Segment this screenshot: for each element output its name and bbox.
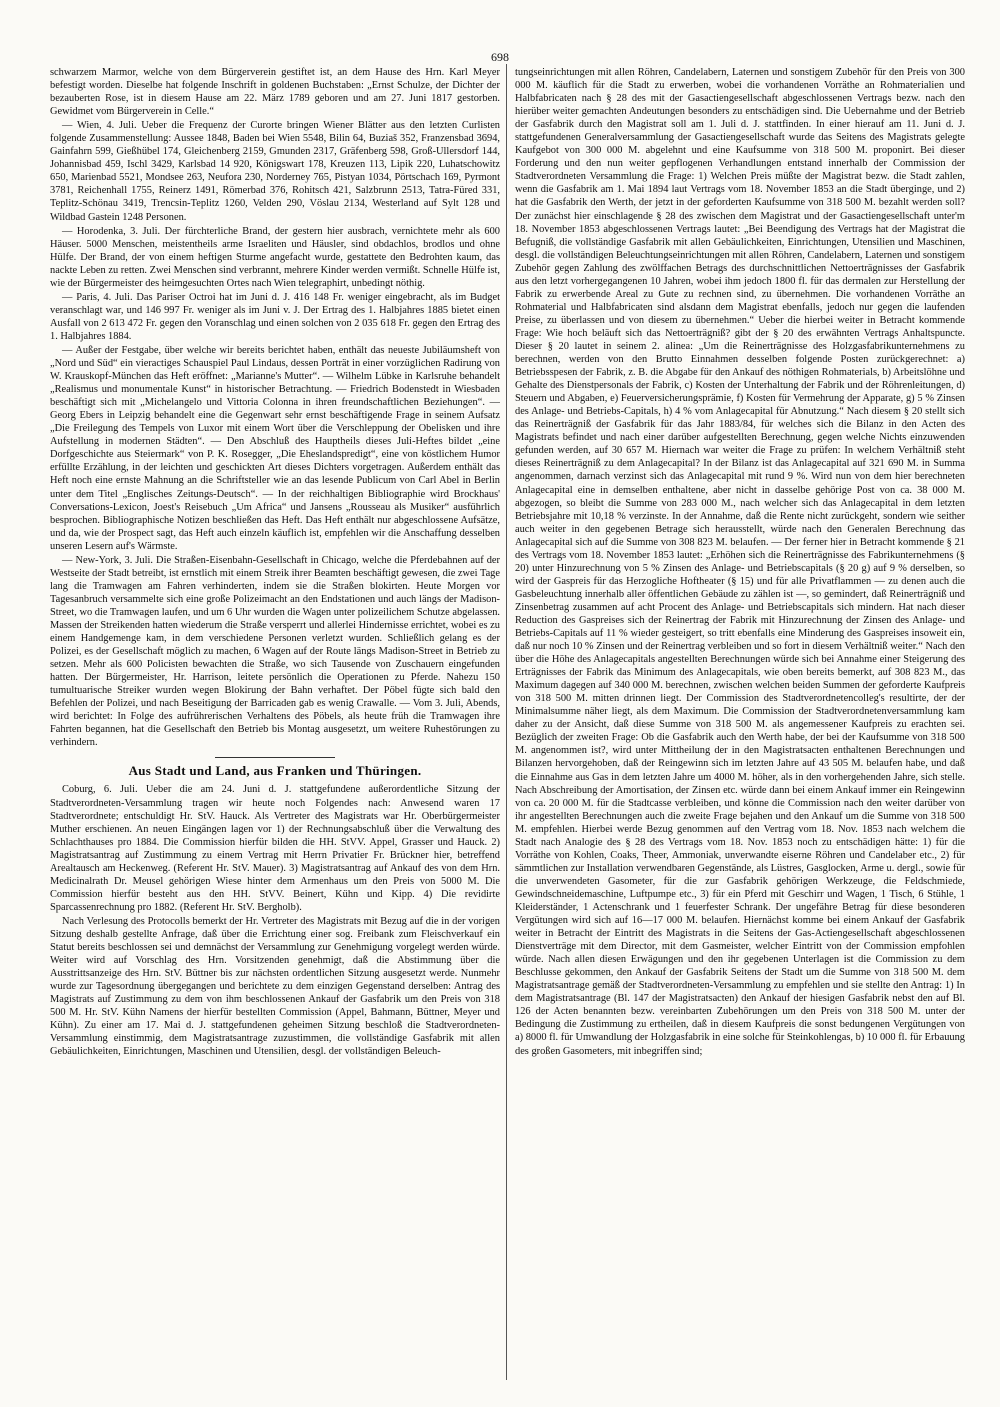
page-number: 698 — [491, 50, 509, 64]
article-paragraph: — New-York, 3. Juli. Die Straßen-Eisenbahn-Gesellschaft in Chicago, welche die Pferdebahnen auf der Westseite der Stadt betreibt, ist ernstlich mit einem Streik ihrer Beamten beschäftigt gewesen, die zwei Tage lang die Tramwagen am Fahren verhinderten, indem sie die Straßen blokirten. Heute Morgen vor Tagesanbruch versammelte sich eine große Polizeimacht an den Endstationen und auch längs der Madison-Street, wo die Tramwagen laufen, und um 6 Uhr wurden die Wagen unter polizeilichem Schutze abgelassen. Massen der Streikenden hatten wiederum die Straße versperrt und allerlei Hindernisse errichtet, wobei es zu einem Handgemenge kam, in dem verschiedene Personen verletzt wurden. Schließlich gelang es der Polizei, es der Gesellschaft möglich zu machen, 6 Wagen auf der Route längs Madison-Street in Betrieb zu setzen. Mehr als 600 Policisten bewachten die Straße, wo sich Tausende von Zuschauern eingefunden hatten. Der Bürgermeister, Hr. Harrison, leitete persönlich die Operationen zu Pferde. Nahezu 150 tumultuarische Streiker wurden wegen Blokirung der Bahn verhaftet. Der Pöbel fügte sich bald den Befehlen der Polizei, und nach Beseitigung der Barricaden gab es wenig Crawalle. — Vom 3. Juli, Abends, wird berichtet: In Folge des aufrührerischen Verhaltens des Pöbels, als heute früh die Tramwagen ihre Fahrten begannen, hat die Gesellschaft den Betrieb bis Montag ausgesetzt, um weitere Ruhestörungen zu verhindern. — [50, 554, 500, 749]
column-rule — [506, 64, 507, 1380]
article-paragraph: — Horodenka, 3. Juli. Der fürchterliche Brand, der gestern hier ausbrach, vernichtete mehr als 600 Häuser. 5000 Menschen, meistentheils arme Israeliten und Häusler, sind obdachlos, brodlos und ohne Hülfe. Der Brand, der von einem heftigen Sturme angefacht wurde, gestattete den Bedrohten kaum, das nackte Leben zu retten. Zwei Menschen sind verbrannt, mehrere Kinder werden vermißt. Schnelle Hülfe ist, wie der Bürgermeister des heimgesuchten Ortes nach Wien telegraphirt, unbedingt nöthig. — [50, 225, 500, 289]
section-divider — [215, 757, 335, 758]
article-paragraph: schwarzem Marmor, welche von dem Bürgerverein gestiftet ist, an dem Hause des Hrn. Karl Meyer befestigt worden. Dieselbe hat folgende Inschrift in goldenen Buchstaben: „Ernst Schulze, der Dichter der bezauberten Rose, ist in diesem Hause am 22. März 1789 geboren und am 27. Juni 1817 gestorben. Gewidmet vom Bürgerverein in Celle.“ — [50, 67, 500, 118]
article-paragraph: — Paris, 4. Juli. Das Pariser Octroi hat im Juni d. J. 416 148 Fr. weniger eingebracht, als im Budget veranschlagt war, und 146 997 Fr. weniger als im Juni v. J. Der Ertrag des 1. Halbjahres 1885 bietet einen Ausfall von 2 613 472 Fr. gegen den Voranschlag und einen solchen von 2 035 618 Fr. gegen den Ertrag des 1. Halbjahres 1884. — [50, 291, 500, 342]
article-paragraph: tungseinrichtungen mit allen Röhren, Candelabern, Laternen und sonstigem Zubehör für den Preis von 300 000 M. käuflich für die Stadt zu erwerben, wobei die vorhandenen Vorräthe an Rohmaterialien und Halbfabricaten nach § 28 des mit der Gasactiengesellschaft abgeschlossenen Vertrags bezw. nach den hierüber weiter gemachten Andeutungen besonders zu entschädigen sind. Die Uebernahme und der Betrieb der Gasfabrik durch den Magistrat soll am 1. Juli d. J. stattfinden. In einer hierauf am 11. Juni d. J. stattgefundenen Generalversammlung der Gasactiengesellschaft wurde das Seitens des Magistrats gelegte Kaufgebot von 300 000 M. abgelehnt und eine Kaufsumme von 318 500 M. proponirt. Bei dieser Forderung und den nun weiter gepflogenen Verhandlungen entstand innerhalb der Commission der Stadtverordneten Versammlung die Frage: 1) Welchen Preis müßte der Magistrat bezw. die Stadt zahlen, wenn die Gasfabrik am 1. Mai 1894 laut Vertrags vom 18. November 1853 an die Stadt überginge, und 2) hat die Gasfabrik den Werth, der jetzt in der geforderten Kaufsumme von 318 500 M. bezahlt werden soll? Der zunächst hier einschlagende § 28 des zwischen dem Magistrat und der Gasactiengesellschaft unter'm 18. November 1853 abgeschlossenen Vertrags lautet: „Bei Beendigung des Vertrags hat der Magistrat die Befugniß, die vollständige Gasfabrik mit allen Gebäulichkeiten, Einrichtungen, Utensilien und Maschinen, desgl. die vollständigen Beleuchtungseinrichtungen mit allen Röhren, Candelabern, Laternen und sonstigem Zubehör gegen Zahlung des zwölffachen Betrags des durchschnittlichen Nettoerträgnisses der Gasfabrik aus den letzt vorhergegangenen 10 Jahren, wobei ihm jedoch 1800 fl. für das dermalen zur Herstellung der Fabrik zu erwerbende Areal zu Gute zu rechnen sind, zu übernehmen. Die vorhandenen Vorräthe an Rohmaterial und Halbfabricaten sind alsdann dem Magistrat ebenfalls, jedoch nur gegen die laufenden Preise, zu überlassen und von diesem zu übernehmen.“ Ueber die hierbei weiter in Betracht kommende Frage: Wie hoch beläuft sich das Nettoerträgniß? gibt der § 20 des erwähnten Vertrags Anhaltspuncte. Dieser § 20 lautet in seinem 2. alinea: „Um die Reinerträgnisse des Holzgasfabrikunternehmens zu berechnen, werden von den Brutto Einnahmen desselben folgende Posten zurückgerechnet: a) Betriebsspesen der Fabrik, z. B. die Abgabe für den Ankauf des nöthigen Rohmaterials, b) Arbeitslöhne und Gehalte des Dienstpersonals der Fabrik, c) Kosten der Unterhaltung der Fabrik und der Röhrenleitungen, d) Steuern und Abgaben, e) Feuerversicherungsprämie, f) Kosten für Vermehrung der Apparate, g) 5 % Zinsen des Anlage- und Betriebs-Capitals, h) 4 % vom Anlagecapital für Abnutzung.“ Nach diesem § 20 stellt sich das Reinerträgniß der Gasfabrik für das Jahr 1883/84, für welches sich die Bilanz in den Acten des Magistrats befindet und nach einer darüber aufgestellten Berechnung, gegen welche Nichts einzuwenden gefunden werden, auf 30 657 M. Hiernach war weiter die Frage zu prüfen: In welchem Verhältniß steht dieses Reinerträgniß zu dem Anlagecapital? In der Bilanz ist das Anlagecapital auf 321 690 M. in Summa angenommen, darnach verzinst sich das Anlagecapital mit rund 9 %. Wird nun von dem hier berechneten Anlagecapital eine in demselben enthaltene, aber nicht in dasselbe gehörige Post von ca. 38 000 M. abgezogen, so bleibt die Summe von 283 000 M., nach welcher sich das Anlagecapital in dem letzten Betriebsjahre mit 10,18 % verzinste. In der Annahme, daß die Rente nicht zurückgeht, sondern wie seither auch weiter in den gegebenen Betrage sich herausstellt, würde nach den Generalen Berechnung das Anlagecapital sich auf die Summe von 308 823 M. belaufen. — Der ferner hier in Betracht kommende § 21 des Vertrags vom 18. November 1853 lautet: „Erhöhen sich die Reinerträgnisse des Fabrikunternehmens (§ 20) unter Hinzurechnung von 5 % Zinsen des Anlage- und Betriebscapitals (§ 20 g) auf 9 % derselben, so wird der Gaspreis für das Herzogliche Hoftheater (§ 15) und für alle Privatflammen — zu denen auch die Gasbeleuchtung innerhalb aller öffentlichen Gebäude zu zählen ist —, so gemindert, daß Reinerträgniß und Zinsenbetrag zusammen auf acht Procent des Anlage- und Betriebscapitals sich mindern. Hat nach dieser Reduction des Gaspreises sich der Reinertrag der Fabrik mit Hinzurechnung der Zinsen des Anlage- und Betriebs-Capitals auf 11 % wieder gesteigert, so tritt ebenfalls eine Minderung des Gaspreises insoweit ein, daß nur noch 10 % Zinsen und der Reinertrag verbleiben und so fort in diesem Verhältniß weiter.“ Nach den über die Höhe des Anlagecapitals angestellten Berechnungen würde sich bei Annahme einer Steigerung des Erträgnisses der Fabrik das Minimum des Anlagecapitals, wie oben bereits bemerkt, auf 308 823 M., das Maximum dagegen auf 340 000 M. berechnen, zwischen welchen beiden Summen der geforderte Kaufpreis von 318 500 M. mitten drinnen liegt. Der Commission des Stadtverordnetencolleg's resultirte, der der Minimalsumme näher liegt, als dem Maximum. Die Commission der Stadtverordnetenversammlung kam daher zu der Ansicht, daß diese Summe von 318 500 M. als angemessener Kaufpreis zu erachten sei. Bezüglich der zweiten Frage: Ob die Gasfabrik auch den Werth habe, der bei der Kaufsumme von 318 500 M. angenommen ist?, wird unter Mittheilung der in den Magistratsacten enthaltenen Berechnungen und Bilanzen hervorgehoben, daß der Reingewinn sich im letzten Jahre auf 43 505 M. belaufen habe, und daß die Einnahme aus Gas in dem letzten Jahre um 4000 M. höher, als in den vorhergehenden Jahre, sich stelle. Nach Abschreibung der Amortisation, der Zinsen etc. würde dann bei einem Ankauf immer ein Reingewinn von ca. 20 000 M. für die Stadtcasse verbleiben, und könne die Commission nach den weiter darüber von ihr angestellten Berechnungen auch die zweite Frage bejahen und den Ankauf um die Summe von 318 500 M. empfehlen. Hierbei werde Bezug genommen auf den Vertrag vom 18. Nov. 1853 nach welchem die Stadt nach Analogie des § 28 des Vertrags vom 18. Nov. 1853 noch zu entschädigen hätte: 1) für die Vorräthe von Kohlen, Coaks, Theer, Ammoniak, unverwandte eiserne Röhren und Candelaber etc., 2) für sämmtlichen zur Installation verwendbaren Gegenstände, als Lüstres, Gasglocken, Arme u. dergl., sowie für die unverwendeten Gasometer, für die zur Gasfabrik gehörigen Werkzeuge, die Feldschmiede, Gewindschneidemaschine, Luftpumpe etc., 3) für ein Pferd mit Geschirr und Wagen, 1 Tisch, 6 Stühle, 1 Kleiderständer, 1 Actenschrank und 1 feuerfester Schrank. Der ungefähre Betrag für diese besonderen Vergütungen wird sich auf 16—17 000 M. belaufen. Hiernächst komme bei einem Ankauf der Gasfabrik weiter in Betracht der Eintritt des Magistrats in die Seitens der Gas-Actiengesellschaft abgeschlossenen Dienstverträge mit dem Director, mit dem Gasmeister, welcher Eintritt von der Commission empfohlen würde. Nach allen diesen Erwägungen und den ihr gegebenen Unterlagen ist die Commission zu dem Beschlusse gekommen, den Ankauf der Gasfabrik Seitens der Stadt um die Summe von 318 500 M. dem Magistratsantrage gemäß der Stadtverordneten-Versammlung zu empfehlen und sie stellte den Antrag: 1) In dem Magistratsantrage (Bl. 147 der Magistratsacten) den Ankauf der hiesigen Gasfabrik nebst den auf Bl. 126 der Acten benannten bezw. vereinbarten Zubehörungen um den Preis von 318 500 M. unter der Bedingung die Zustimmung zu ertheilen, daß in diesem Kaufpreis die sonst bedungenen Vergütungen von a) 8000 fl. für Umwandlung der Holzgasfabrik in eine solche für Steinkohlengas, b) 10 000 fl. für Erbauung des großen Gasometers, mit inbegriffen sind; — [515, 67, 965, 1057]
article-paragraph: Coburg, 6. Juli. Ueber die am 24. Juni d. J. stattgefundene außerordentliche Sitzung der Stadtverordneten-Versammlung tragen wir heute noch Folgendes nach: Anwesend waren 17 Stadtverordnete; entschuldigt Hr. StV. Hauck. Als Vertreter des Magistrats war Hr. Oberbürgermeister Muther erschienen. An neuen Eingängen lagen vor 1) der Rechnungsabschluß über die Verwaltung des Schlachthauses pro 1884. Die Commission hierfür bilden die HH. StVV. Appel, Grasser und Hauck. 2) Magistratsantrag auf Zustimmung zu einem Vertrag mit Herrn Privatier Fr. Brückner hier, betreffend Arealtausch am Heckenweg. (Referent Hr. StV. Mauer). 3) Magistratsantrag auf Ankauf des von dem Hrn. Medicinalrath Dr. Meusel gehörigen Wiese hinter dem Armenhaus um den Preis von 5000 M. Die Commission hierfür besteht aus den HH. StVV. Beinert, Kühn und Kipp. 4) Die revidirte Sparcassenrechnung pro 1882. (Referent Hr. StV. Bergholb). — [50, 784, 500, 913]
article-paragraph: Nach Verlesung des Protocolls bemerkt der Hr. Vertreter des Magistrats mit Bezug auf die in der vorigen Sitzung deshalb gestellte Anfrage, daß über die Errichtung einer sog. Freibank zum Fleischverkauf ein Statut bereits beschlossen sei und demnächst der Versammlung zur Genehmigung vorgelegt werden würde. Weiter wird auf Vorschlag des Hrn. Vorsitzenden genehmigt, daß die Abstimmung über die Ausstrittsanzeige des Hrn. StV. Büttner bis zur nächsten ordentlichen Sitzung ausgesetzt werde. Nunmehr wurde zur Tagesordnung übergegangen und berichtete zu dem einzigen Gegenstand derselben: Antrag des Magistrats auf Zustimmung zu dem von ihm beschlossenen Ankauf der Gasfabrik um den Preis von 318 500 M. Hr. StV. Kühn Namens der hierfür bestellten Commission (Appel, Bahmann, Büttner, Meyer und Kühn). Zu einer am 17. Mai d. J. stattgefundenen geheimen Sitzung beschloß die Stadtverordneten-Versammlung einstimmig, dem Magistratsantrage zuzustimmen, die vollständige Gasfabrik mit allen Gebäulichkeiten, Einrichtungen, Maschinen und Utensilien, desgl. der vollständigen Beleuch- — [50, 915, 500, 1058]
article-paragraph: — Außer der Festgabe, über welche wir bereits berichtet haben, enthält das neueste Jubiläumsheft von „Nord und Süd“ ein vieractiges Schauspiel Paul Lindaus, dessen Porträt in einer vorzüglichen Radirung von W. Krauskopf-München das Heft eröffnet: „Marianne's Mutter“. — Wilhelm Lübke in Karlsruhe behandelt „Realismus und monumentale Kunst“ in historischer Betrachtung. — Friedrich Bodenstedt in Wiesbaden beschäftigt sich mit „Michelangelo und Vittoria Colonna in ihren freundschaftlichen Beziehungen“. — Georg Ebers in Leipzig behandelt eine die Gegenwart sehr ernst beschäftigende Frage in seinem Aufsatz „Die Freilegung des Tempels von Luxor mit einem Wort über die Verschleppung der Obelisken und ihre Aufstellung in modernen Städten“. — Den Abschluß des Hauptheils dieses Juli-Heftes bildet „eine Dorfgeschichte aus Steiermark“ von P. K. Rosegger, „Die Eheslandspredigt“, eine von köstlichem Humor erfüllte Erzählung, in der leichten und geschickten Art dieses Dichters vorgetragen. Außerdem enthält das Heft noch eine ernste Mahnung an die Schriftsteller wie an das lesende Publicum von Carl Abel in Berlin unter dem Titel „Englisches Zeitungs-Deutsch“. — In der reichhaltigen Bibliographie wird Brockhaus' Conversations-Lexicon, Joest's Reisebuch „Um Africa“ und Jansens „Rousseau als Musiker“ ausführlich besprochen. Bibliographische Notizen beschließen das Heft. Das Heft enthält nur abgeschlossene Aufsätze, und da, wie der Prospect sagt, das Heft auch einzeln käuflich ist, empfehlen wir die Anschaffung desselben unseren Lesern auf's Wärmste. — [50, 344, 500, 552]
left-column — [50, 66, 500, 1378]
section-heading: Aus Stadt und Land, aus Franken und Thüringen. — [128, 763, 422, 779]
article-paragraph: — Wien, 4. Juli. Ueber die Frequenz der Curorte bringen Wiener Blätter aus den letzten Curlisten folgende Zusammenstellung: Aussee 1848, Baden bei Wien 5548, Bilin 64, Buziaš 352, Franzensbad 3694, Gainfahrn 599, Gießhübel 174, Gleichenberg 2159, Gmunden 2317, Gräfenberg 598, Groß-Ullersdorf 144, Johannisbad 459, Ischl 3429, Karlsbad 14 920, Königswart 178, Kreuzen 113, Lipik 220, Luhatschowitz 650, Marienbad 5521, Mondsee 263, Neufora 230, Norderney 765, Pistyan 1034, Pörtschach 169, Pyrmont 3781, Reichenhall 1755, Reinerz 1491, Römerbad 376, Rohitsch 421, Salzbrunn 2513, Tatra-Füred 331, Teplitz-Schönau 3419, Trencsin-Teplitz 1260, Velden 290, Vöslau 2134, Westerland auf Sylt 128 und Wildbad Gastein 1248 Personen. — [50, 120, 500, 223]
right-column — [515, 66, 965, 1378]
